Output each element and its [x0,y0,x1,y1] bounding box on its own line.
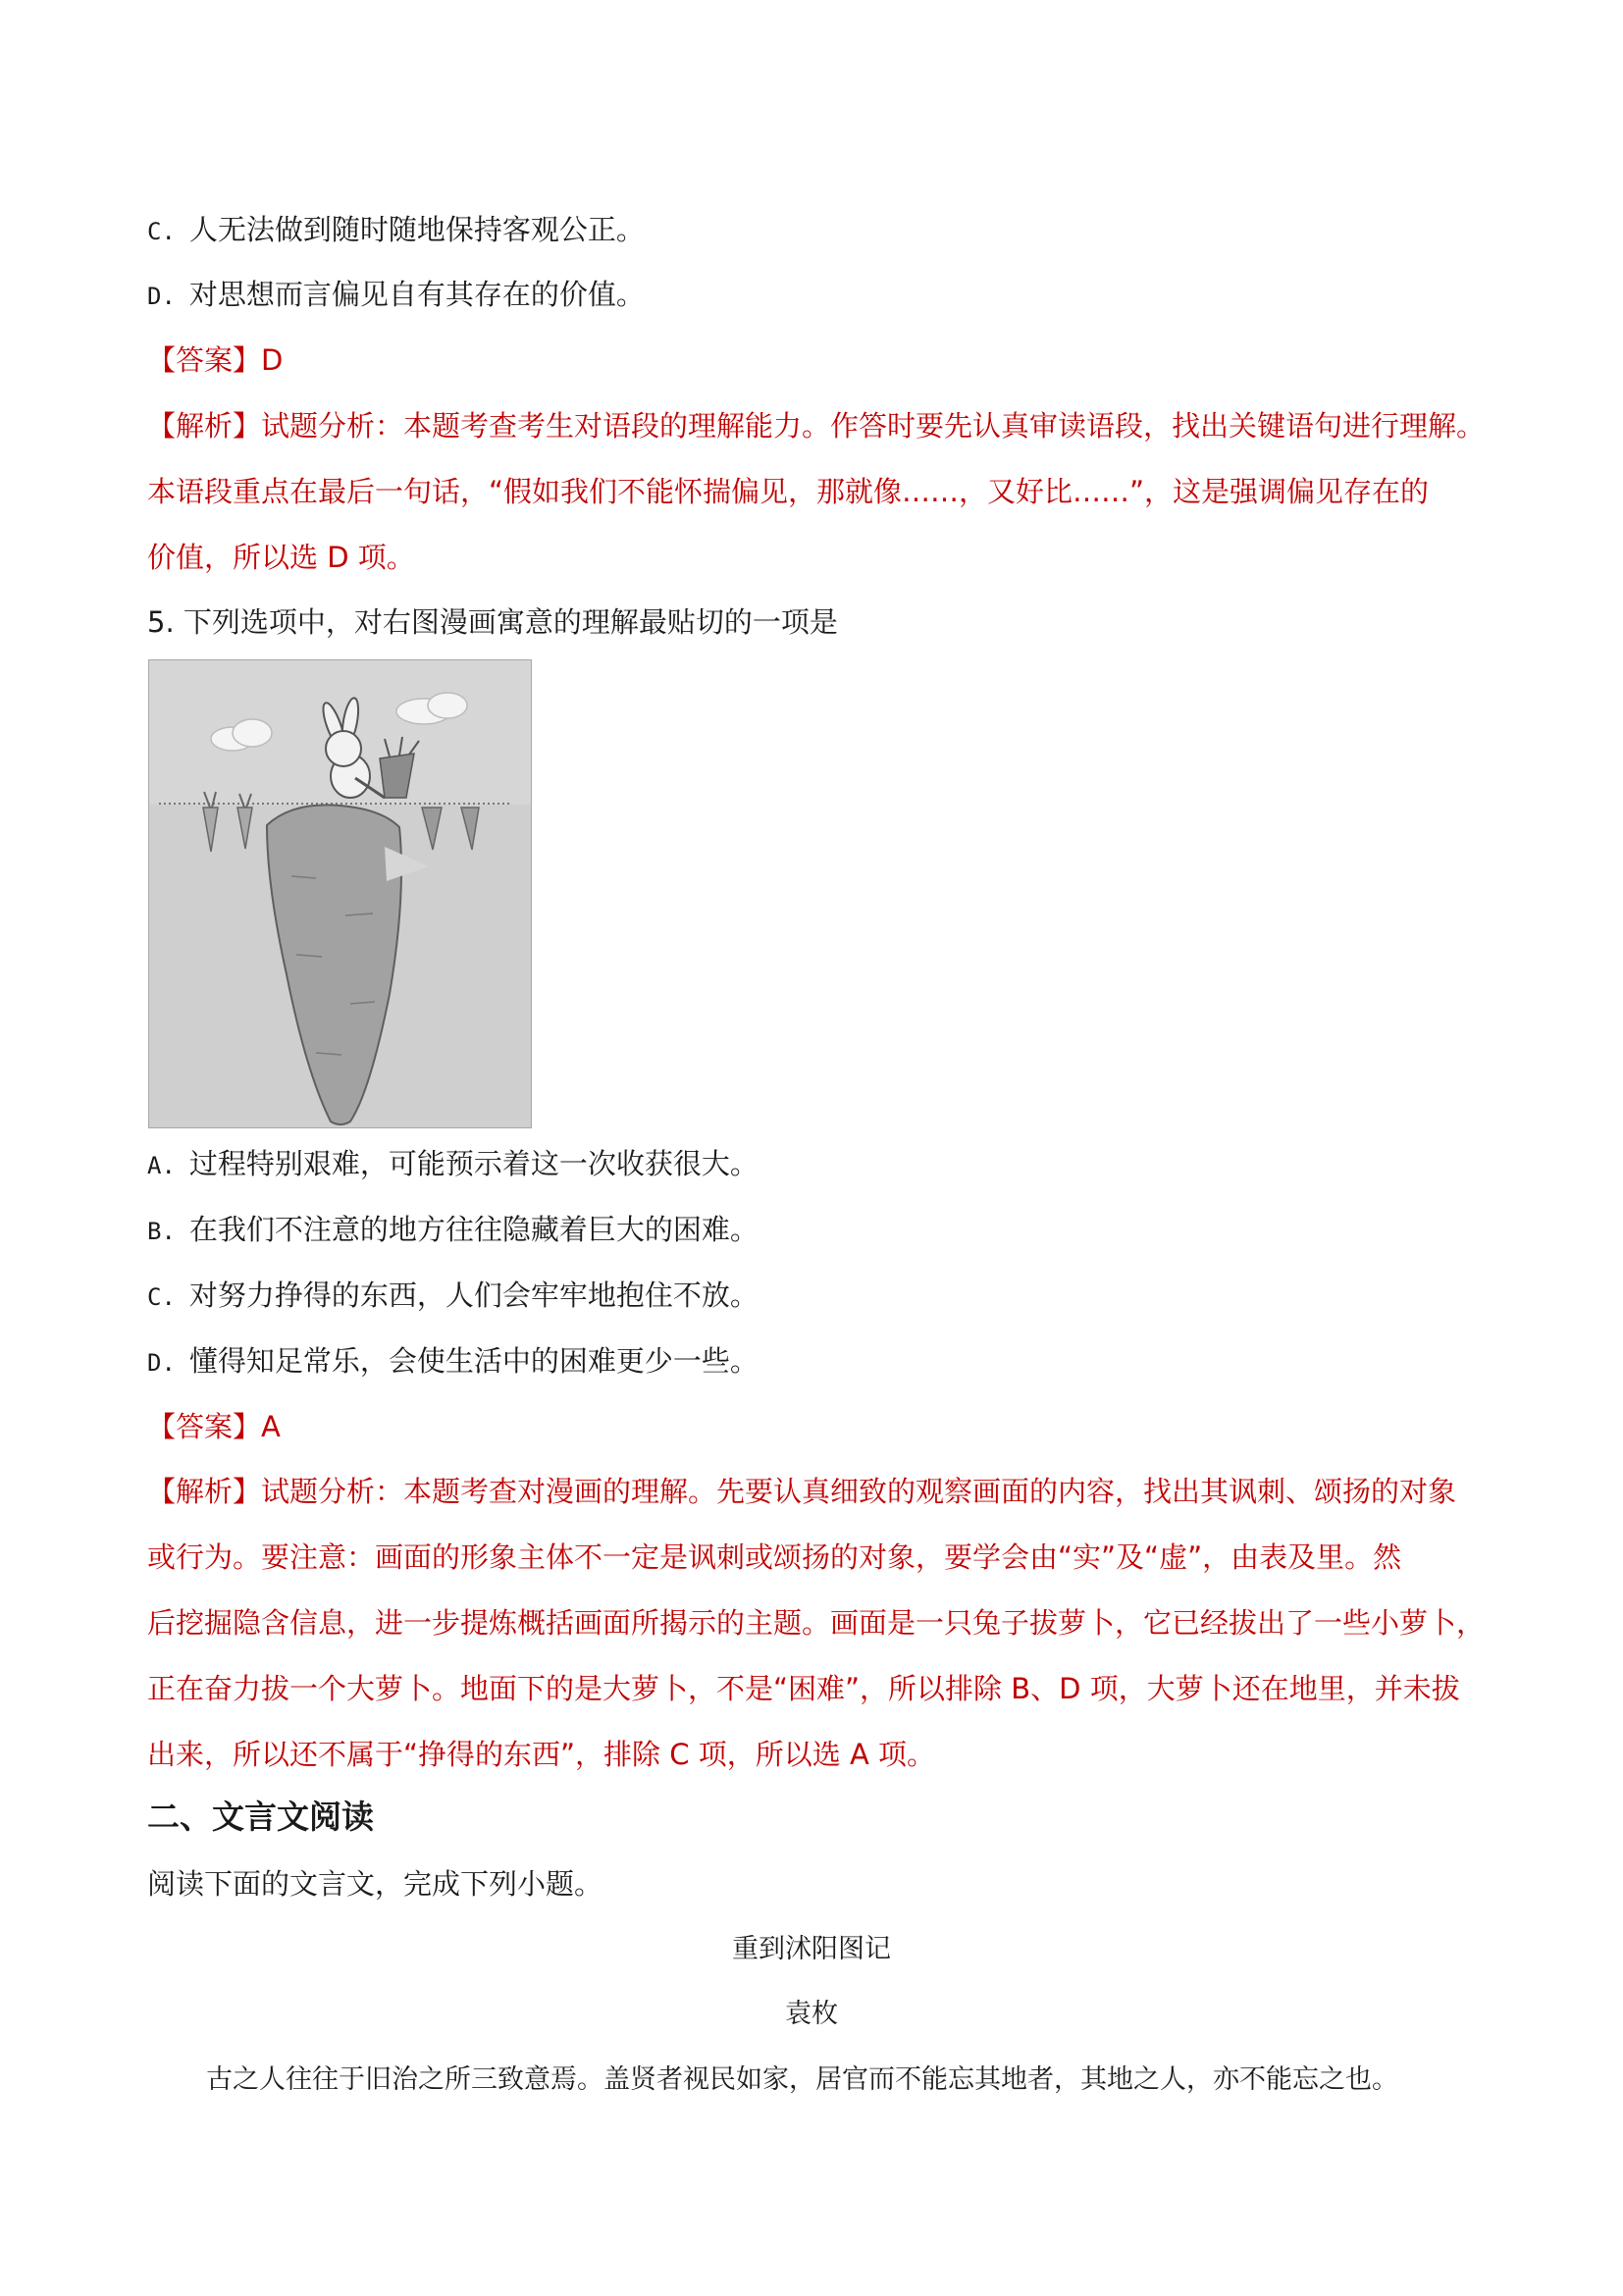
q4-option-c [147,210,645,251]
passage-author: 袁枚 [785,1999,838,2029]
q4-analysis-line: 本语段重点在最后一句话，“假如我们不能怀揣偏见，那就像……，又好比……”，这是强调偏见存在的 [147,475,1430,508]
q5-analysis-line: 出来，所以还不属于“挣得的东西”，排除 C 项，所以选 A 项。 [147,1738,936,1771]
option-letter: C. [147,1283,176,1311]
passage-first-line: 古之人往往于旧治之所三致意焉。盖贤者视民如家，居官而不能忘其地者，其地之人，亦不能忘之也。 [206,2064,1398,2095]
option-text: 对思想而言偏见自有其存在的价值。 [188,278,645,311]
option-text: 过程特别艰难，可能预示着这一次收获很大。 [188,1147,759,1180]
rabbit-carrot-illustration [149,660,531,1127]
q5-option-b [147,1210,759,1251]
option-text: 对努力挣得的东西，人们会牢牢地抱住不放。 [188,1278,759,1312]
rabbit-pulling-carrot-cartoon [148,659,532,1128]
q5-option-c [147,1276,759,1317]
passage-title: 重到沭阳图记 [732,1934,891,1964]
q5-analysis-line: 正在奋力拔一个大萝卜。地面下的是大萝卜，不是“困难”，所以排除 B、D 项，大萝卜还在地里，并未拔 [147,1672,1460,1705]
option-letter: B. [147,1218,176,1245]
analysis-tag: 【解析】 [147,409,262,443]
answer-value: A [261,1410,281,1443]
answer-tag: 【答案】 [147,1410,262,1443]
q5-analysis-line: 【解析】试题分析：本题考查对漫画的理解。先要认真细致的观察画面的内容，找出其讽刺、颂扬的对象 [147,1475,1457,1508]
q5-option-a [147,1144,759,1185]
option-letter: D. [147,283,176,310]
option-text: 人无法做到随时随地保持客观公正。 [188,213,645,246]
q5-answer [147,1407,281,1446]
q4-answer [147,340,283,380]
q4-option-d [147,275,645,316]
option-text: 懂得知足常乐，会使生活中的困难更少一些。 [188,1344,759,1378]
option-letter: C. [147,218,176,245]
analysis-tag: 【解析】 [147,1475,262,1508]
section-heading: 二、文言文阅读 [147,1798,374,1836]
q5-option-d [147,1341,759,1383]
answer-tag: 【答案】 [147,343,262,377]
q4-analysis-line: 【解析】试题分析：本题考查考生对语段的理解能力。作答时要先认真审读语段，找出关键语句进行理解。 [147,409,1486,443]
section-instruction: 阅读下面的文言文，完成下列小题。 [147,1867,603,1901]
answer-value: D [261,343,284,377]
q5-analysis-line: 或行为。要注意：画面的形象主体不一定是讽刺或颂扬的对象，要学会由“实”及“虚”，由表及里。然 [147,1540,1402,1574]
q4-analysis-line: 价值，所以选 D 项。 [147,541,415,574]
option-letter: A. [147,1152,176,1179]
q5-question: 5. 下列选项中，对右图漫画寓意的理解最贴切的一项是 [147,605,838,639]
option-letter: D. [147,1349,176,1377]
option-text: 在我们不注意的地方往往隐藏着巨大的困难。 [188,1213,759,1246]
q5-analysis-line: 后挖掘隐含信息，进一步提炼概括画面所揭示的主题。画面是一只兔子拔萝卜，它已经拔出了一些小萝卜， [147,1606,1486,1640]
